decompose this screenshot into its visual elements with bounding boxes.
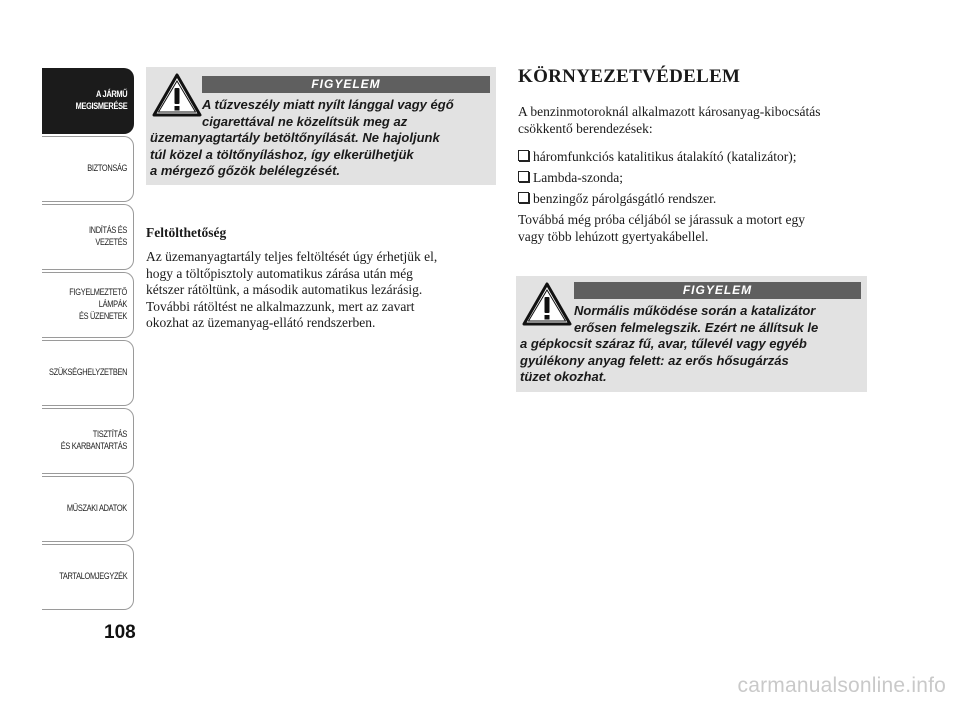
warning-triangle-icon	[152, 73, 202, 122]
checkbox-bullet-icon	[518, 150, 529, 161]
tab-vehicle-knowledge[interactable]	[42, 68, 134, 134]
list-item: benzingőz párolgásgátló rendszer.	[518, 188, 797, 209]
warning-triangle-icon	[522, 282, 572, 331]
warning-heading: FIGYELEM	[574, 282, 861, 299]
tab-maintenance[interactable]	[42, 408, 134, 474]
refill-paragraph	[146, 249, 437, 332]
text-line: hogy a töltőpisztoly automatikus zárása után még	[146, 265, 413, 281]
text-line: vagy több lehúzott gyertyakábellel.	[518, 228, 709, 244]
tab-warning-lights[interactable]	[42, 272, 134, 338]
warning-text-continued	[150, 130, 440, 180]
checkbox-bullet-icon	[518, 192, 529, 203]
text-line: A benzinmotoroknál alkalmazott károsanyag-kibocsátás	[518, 104, 821, 119]
tab-emergency[interactable]	[42, 340, 134, 406]
tab-label: TISZTÍTÁS ÉS KARBANTARTÁS	[60, 429, 127, 452]
tab-label: A JÁRMŰ MEGISMERÉSE	[75, 89, 127, 112]
watermark: carmanualsonline.info	[737, 674, 946, 697]
page-number: 108	[104, 622, 136, 643]
text-line: További rátöltést ne alkalmazzunk, mert az zavart	[146, 298, 415, 314]
emission-device-list	[518, 146, 797, 209]
tab-label: SZÜKSÉGHELYZETBEN	[48, 367, 127, 378]
list-item: háromfunkciós katalitikus átalakító (katalizátor);	[518, 146, 797, 167]
warning-line: üzemanyagtartály betöltőnyílását. Ne hajoljunk	[150, 130, 440, 145]
section-title-environment: KÖRNYEZETVÉDELEM	[518, 66, 741, 87]
warning-line: cigarettával ne közelítsük meg az	[202, 113, 408, 129]
text-line: Továbbá még próba céljából se járassuk a motort egy	[518, 212, 805, 227]
environment-intro	[518, 104, 821, 137]
warning-text	[202, 97, 454, 130]
warning-line: gyúlékony anyag felett: az erős hősugárzás	[520, 352, 789, 368]
warning-heading: FIGYELEM	[202, 76, 490, 93]
list-item: Lambda-szonda;	[518, 167, 797, 188]
tab-label: MŰSZAKI ADATOK	[66, 503, 127, 514]
warning-line: Normális működése során a katalizátor	[574, 303, 816, 318]
tab-safety[interactable]	[42, 136, 134, 202]
warning-text-continued	[520, 336, 807, 386]
tab-index[interactable]	[42, 544, 134, 610]
warning-line: túl közel a töltőnyíláshoz, így elkerülhetjük	[150, 146, 414, 162]
warning-line: a gépkocsit száraz fű, avar, tűlevél vagy egyéb	[520, 336, 807, 351]
warning-text	[574, 303, 818, 336]
tab-starting-driving[interactable]	[42, 204, 134, 270]
chapter-tabs	[42, 68, 134, 612]
text-line: kétszer rátöltünk, a második automatikus lezárásig.	[146, 282, 423, 297]
environment-outro	[518, 212, 805, 245]
checkbox-bullet-icon	[518, 171, 529, 182]
text-line: Az üzemanyagtartály teljes feltöltését úgy érhetjük el,	[146, 249, 438, 264]
text-line: csökkentő berendezések:	[518, 120, 653, 136]
warning-box-fire	[146, 67, 496, 185]
section-heading-refill: Feltölthetőség	[146, 225, 227, 240]
warning-line: a mérgező gőzök belélegzését.	[150, 163, 341, 178]
tab-label: TARTALOMJEGYZÉK	[58, 571, 127, 582]
tab-label: FIGYELMEZTETŐ LÁMPÁK ÉS ÜZENETEK	[69, 287, 127, 322]
text-line: okozhat az üzemanyag-ellátó rendszerben.	[146, 315, 376, 330]
warning-line: A tűzveszély miatt nyílt lánggal vagy égő	[202, 97, 454, 112]
tab-label: INDÍTÁS ÉS VEZETÉS	[88, 225, 127, 248]
warning-box-catalyst	[516, 276, 867, 392]
warning-line: tüzet okozhat.	[520, 369, 607, 384]
tab-label: BIZTONSÁG	[87, 163, 127, 174]
tab-technical-data[interactable]	[42, 476, 134, 542]
warning-line: erősen felmelegszik. Ezért ne állítsuk le	[574, 319, 819, 335]
